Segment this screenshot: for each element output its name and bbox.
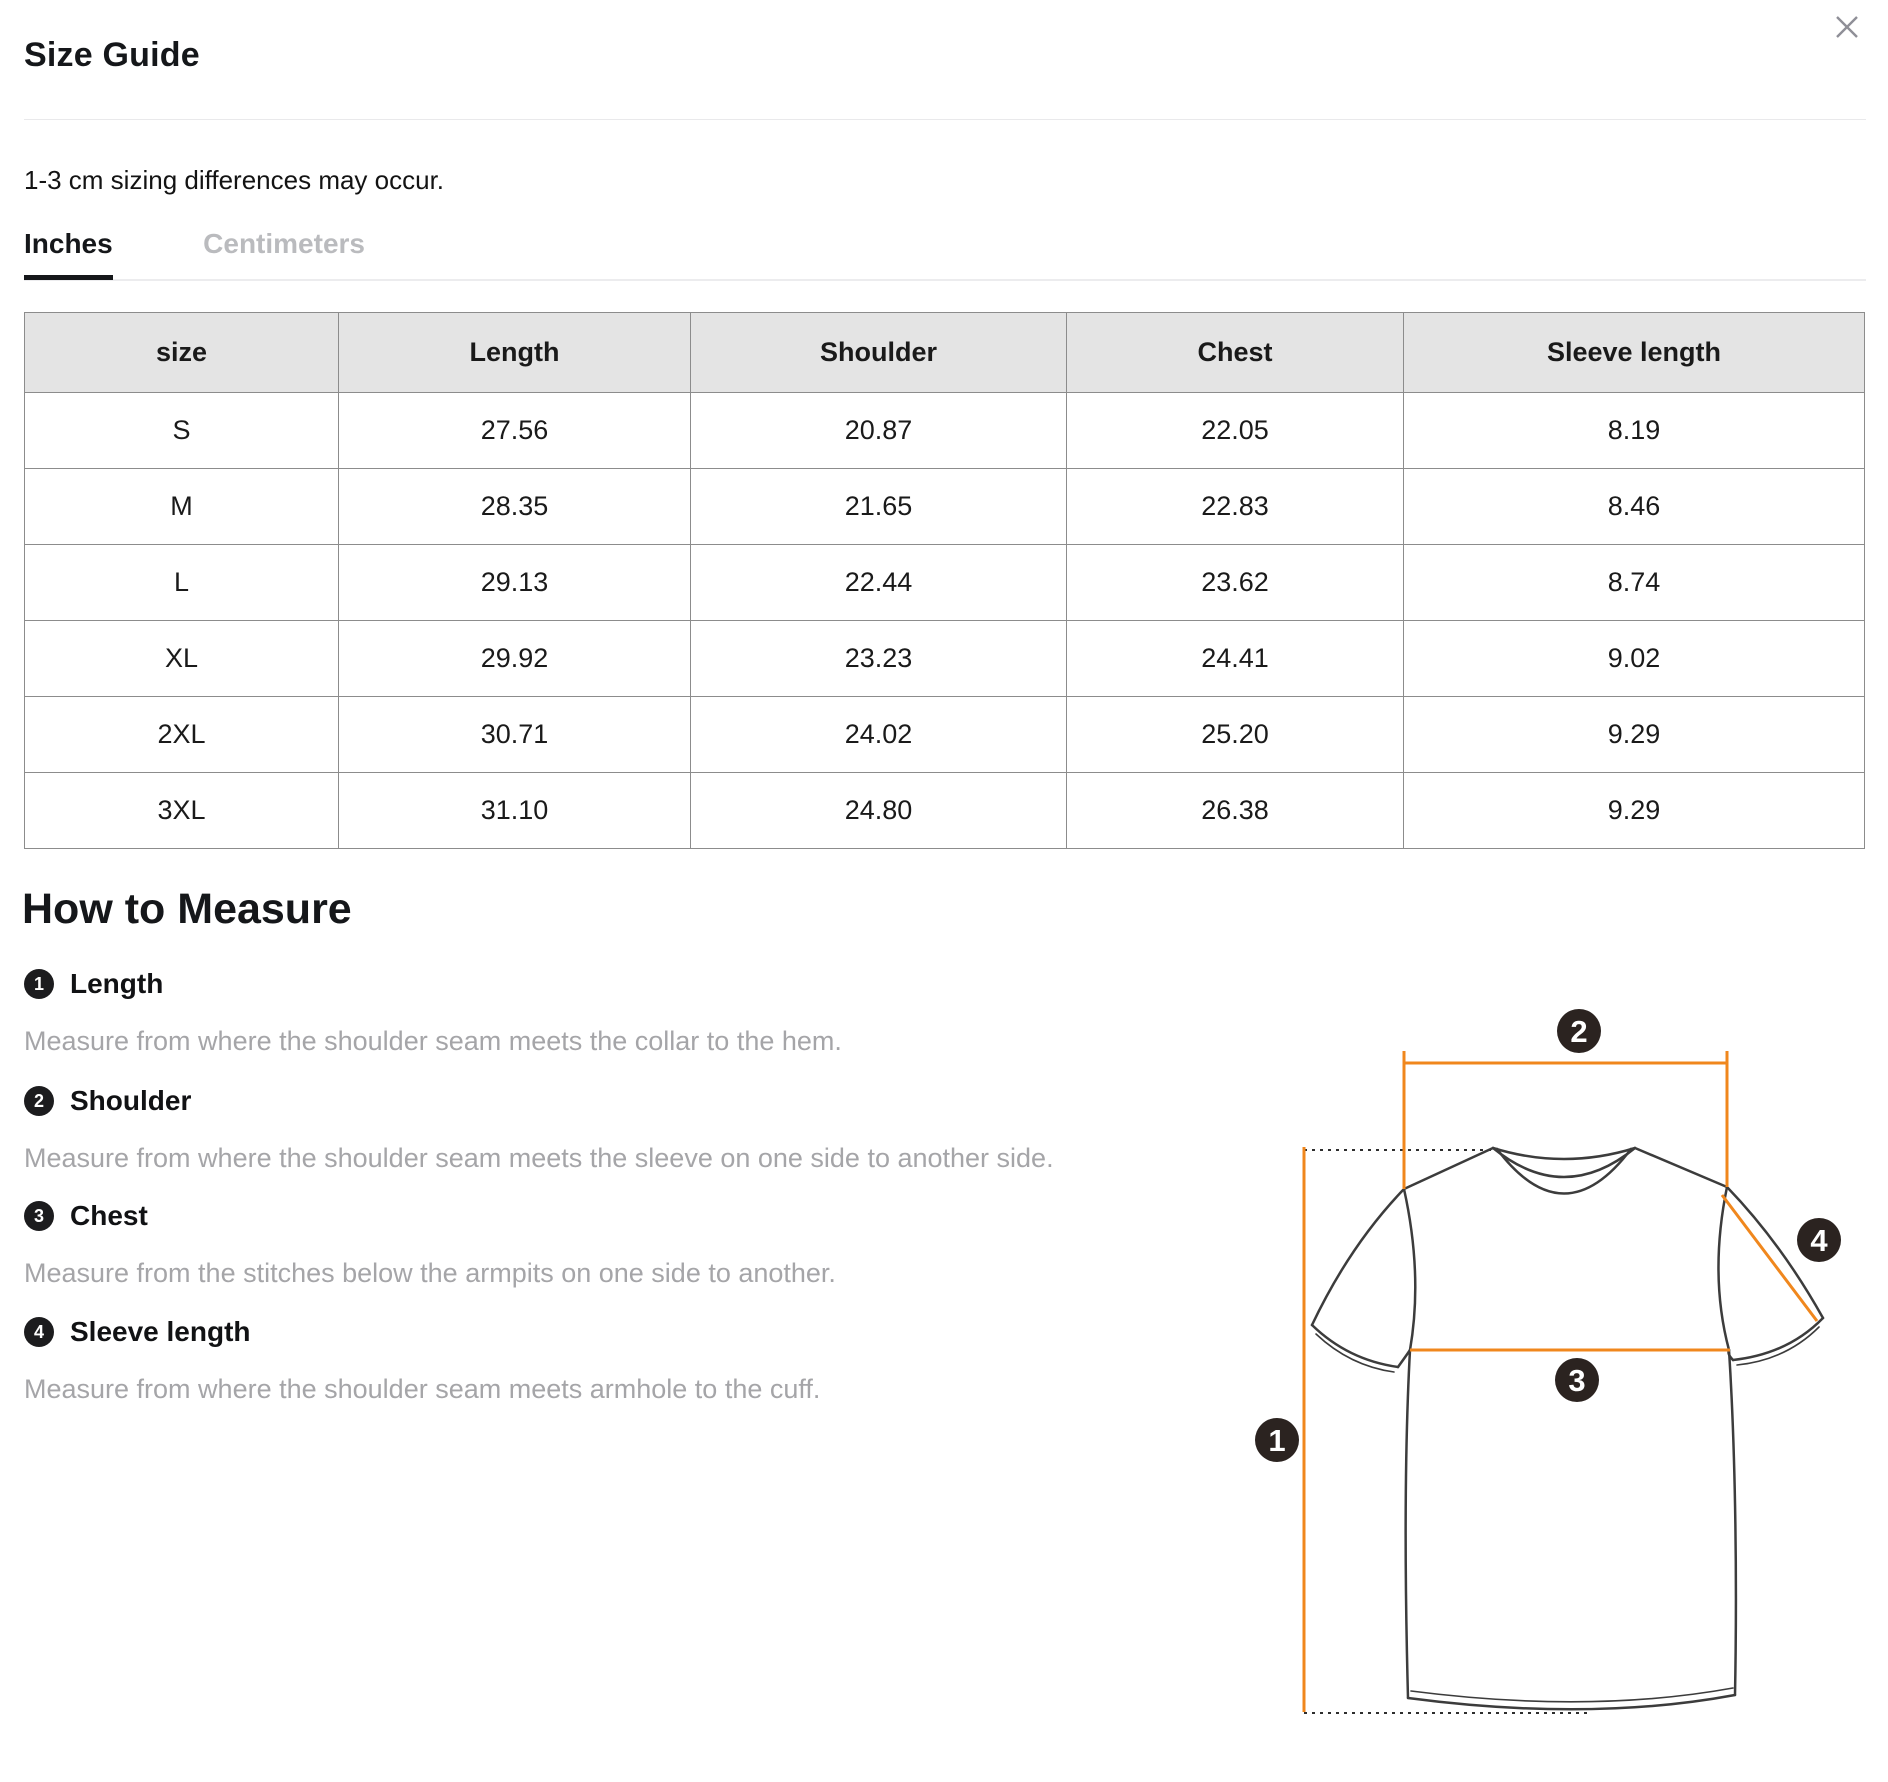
- cell-chest: 25.20: [1067, 697, 1404, 773]
- table-header-row: [25, 313, 1865, 393]
- cell-size: 2XL: [25, 697, 339, 773]
- measure-item-length: [24, 966, 1184, 1057]
- cell-size: M: [25, 469, 339, 545]
- cell-shoulder: 22.44: [691, 545, 1067, 621]
- measure-item-description: Measure from where the shoulder seam meets the collar to the hem.: [24, 1026, 842, 1056]
- cell-chest: 24.41: [1067, 621, 1404, 697]
- measure-item-label: Sleeve length: [70, 1316, 251, 1347]
- table-row: [25, 621, 1865, 697]
- tshirt-measure-diagram: [1230, 990, 1888, 1782]
- cell-length: 31.10: [339, 773, 691, 849]
- cell-shoulder: 24.80: [691, 773, 1067, 849]
- cell-sleeve: 8.46: [1404, 469, 1865, 545]
- measure-item-label: Chest: [70, 1200, 148, 1231]
- number-4-badge: 4: [24, 1317, 54, 1347]
- svg-text:3: 3: [1568, 1363, 1586, 1398]
- diagram-badge-1: [1255, 1418, 1299, 1462]
- table-row: [25, 697, 1865, 773]
- cell-shoulder: 23.23: [691, 621, 1067, 697]
- size-table: [24, 312, 1865, 849]
- cell-sleeve: 8.19: [1404, 393, 1865, 469]
- cell-shoulder: 21.65: [691, 469, 1067, 545]
- col-header-sleeve-length: Sleeve length: [1404, 313, 1865, 393]
- header-divider: [24, 119, 1866, 120]
- measure-item-description: Measure from the stitches below the armpits on one side to another.: [24, 1258, 836, 1288]
- dotted-reference-lines: [1304, 1150, 1590, 1713]
- close-button[interactable]: [1832, 12, 1862, 42]
- sleeve-length-line: [1722, 1195, 1817, 1321]
- tab-centimeters[interactable]: Centimeters: [203, 228, 365, 259]
- number-2-badge: 2: [24, 1086, 54, 1116]
- measure-item-description: Measure from where the shoulder seam meets the sleeve on one side to another side.: [24, 1143, 1054, 1173]
- measure-item-sleeve-length: [24, 1314, 1184, 1405]
- cell-length: 28.35: [339, 469, 691, 545]
- cell-size: L: [25, 545, 339, 621]
- cell-length: 29.13: [339, 545, 691, 621]
- cell-chest: 22.83: [1067, 469, 1404, 545]
- cell-chest: 23.62: [1067, 545, 1404, 621]
- number-1-badge: 1: [24, 969, 54, 999]
- close-icon: [1834, 14, 1860, 40]
- sizing-note: 1-3 cm sizing differences may occur.: [24, 165, 445, 195]
- cell-length: 30.71: [339, 697, 691, 773]
- col-header-length: Length: [339, 313, 691, 393]
- how-to-measure-title: How to Measure: [22, 885, 352, 933]
- svg-text:4: 4: [1810, 1223, 1828, 1258]
- tab-inches[interactable]: Inches: [24, 228, 113, 278]
- cell-sleeve: 9.02: [1404, 621, 1865, 697]
- measure-item-label: Shoulder: [70, 1085, 192, 1116]
- table-row: [25, 393, 1865, 469]
- cell-chest: 22.05: [1067, 393, 1404, 469]
- col-header-shoulder: Shoulder: [691, 313, 1067, 393]
- table-row: [25, 469, 1865, 545]
- cell-length: 27.56: [339, 393, 691, 469]
- cell-shoulder: 20.87: [691, 393, 1067, 469]
- tshirt-diagram-svg: [1230, 990, 1888, 1782]
- cell-sleeve: 8.74: [1404, 545, 1865, 621]
- cell-sleeve: 9.29: [1404, 773, 1865, 849]
- cell-length: 29.92: [339, 621, 691, 697]
- cell-sleeve: 9.29: [1404, 697, 1865, 773]
- diagram-badge-3: [1555, 1358, 1599, 1402]
- table-row: [25, 773, 1865, 849]
- cell-shoulder: 24.02: [691, 697, 1067, 773]
- page-title: Size Guide: [24, 36, 200, 74]
- col-header-size: size: [25, 313, 339, 393]
- svg-text:1: 1: [1268, 1423, 1286, 1458]
- svg-text:2: 2: [1570, 1014, 1588, 1049]
- table-row: [25, 545, 1865, 621]
- diagram-badge-2: [1557, 1009, 1601, 1053]
- cell-size: XL: [25, 621, 339, 697]
- cell-size: S: [25, 393, 339, 469]
- measure-item-chest: [24, 1198, 1184, 1289]
- measure-item-description: Measure from where the shoulder seam meets armhole to the cuff.: [24, 1374, 821, 1404]
- tshirt-outline: [1312, 1148, 1823, 1709]
- unit-tabs: [24, 228, 1866, 281]
- measure-item-shoulder: [24, 1083, 1184, 1174]
- cell-chest: 26.38: [1067, 773, 1404, 849]
- cell-size: 3XL: [25, 773, 339, 849]
- number-3-badge: 3: [24, 1201, 54, 1231]
- diagram-badge-4: [1797, 1218, 1841, 1262]
- col-header-chest: Chest: [1067, 313, 1404, 393]
- measure-item-label: Length: [70, 968, 164, 999]
